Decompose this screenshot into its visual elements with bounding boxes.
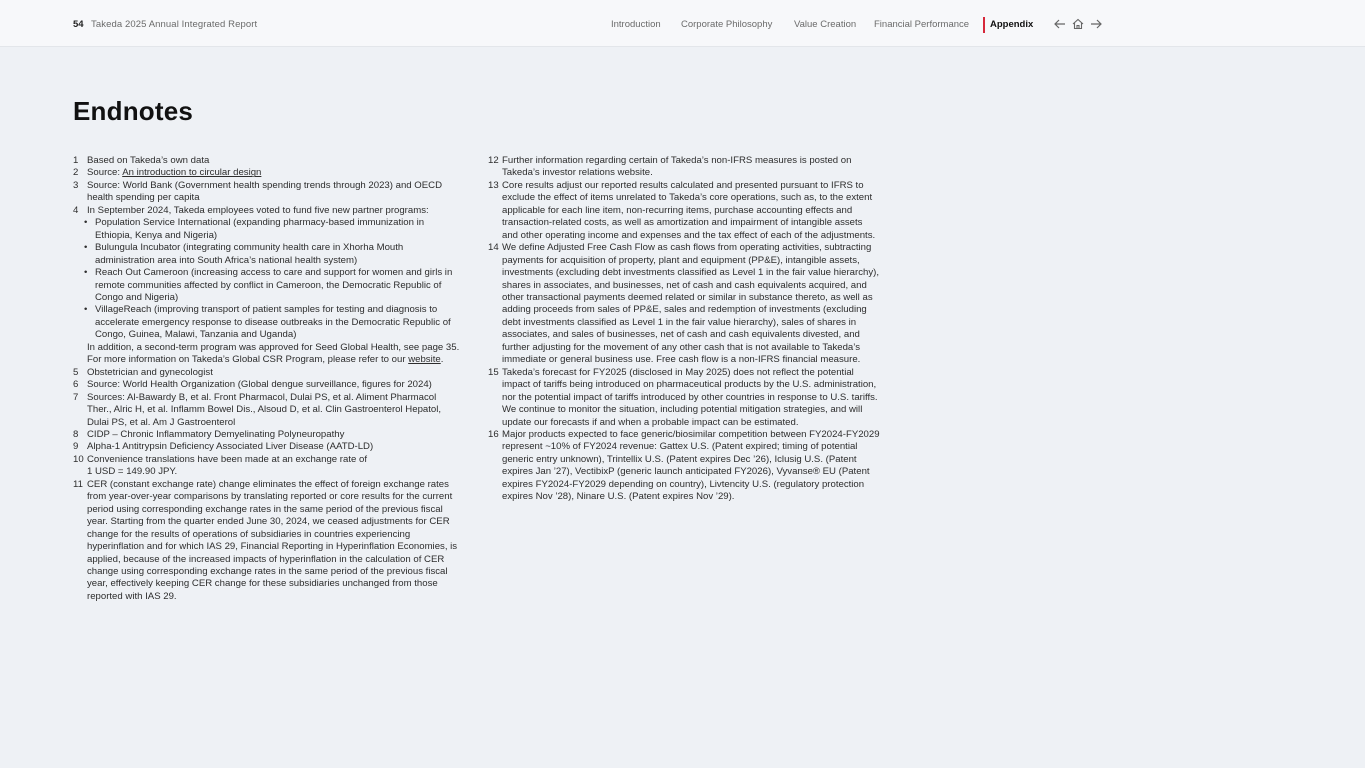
endnote-number: 4: [73, 204, 79, 216]
endnote-number: 3: [73, 179, 79, 191]
bullet-text: VillageReach (improving transport of patient samples for testing and diagnosis to accelerate emergency response to disease outbreaks in the Democratic Republic of Congo, Guinea, Malawi, Tanzania and Uganda): [95, 304, 451, 341]
endnote-text: Alpha-1 Antitrypsin Deficiency Associated Liver Disease (AATD-LD): [87, 441, 374, 453]
endnote-15: [488, 367, 880, 429]
endnote-text: Major products expected to face generic/biosimilar competition between FY2024-FY2029 represent ~10% of FY2024 revenue: Gattex U.S. (Patent expired; timing of potential generic entry unknown), Trintellix U.S. (Patent expires Dec ’26), Iclusig U.S. (Patent expires Jan ’27), VectibixP (generic launch anticipated FY2026), Vyvanse® EU (Patent expires FY2024-FY2029 depending on country), Livtencity U.S. (regulatory protection expires Nov ’28), Ninare U.S. (Patent expires Nov ’29).: [502, 428, 880, 503]
endnotes-column-right: [488, 155, 880, 504]
endnote-text: Further information regarding certain of Takeda’s non-IFRS measures is posted on Takeda’s investor relations website.: [502, 155, 852, 179]
bullet-icon: •: [84, 267, 88, 279]
arrow-right-icon[interactable]: [1089, 17, 1103, 31]
endnote-4-bullet: [73, 267, 463, 304]
endnote-number: 10: [73, 453, 84, 465]
endnote-number: 5: [73, 366, 79, 378]
bullet-text: Population Service International (expanding pharmacy-based immunization in Ethiopia, Kenya and Nigeria): [95, 217, 425, 241]
endnote-text: CER (constant exchange rate) change eliminates the effect of foreign exchange rates from year-over-year comparisons by translating reported or core results for the current period using corresponding exchange rates in the same period of the previous fiscal year. Starting from the quarter ended June 30, 2024, we ceased adjustments for CER change for the results of operations of subsidiaries in countries experiencing hyperinflation and for which IAS 29, Financial Reporting in Hyperinflation Economies, is applied, because of the increased impacts of hyperinflation in the calculation of CER change using corresponding exchange rates in the same period of the previous fiscal year, effectively keeping CER change for these subsidiaries unchanged from those reported with IAS 29.: [87, 478, 458, 602]
endnote-number: 15: [488, 366, 499, 378]
endnote-number: 9: [73, 441, 79, 453]
endnote-1: [73, 155, 463, 167]
endnote-10: [73, 454, 463, 479]
report-title: Takeda 2025 Annual Integrated Report: [91, 19, 258, 30]
endnotes-column-left: [73, 155, 463, 603]
endnote-4: [73, 205, 463, 217]
endnote-text: Sources: Al-Bawardy B, et al. Front Pharmacol, Dulai PS, et al. Aliment Pharmacol Ther., Alric H, et al. Inflamm Bowel Dis., Alsoud D, et al. Clin Gastroenterol Hepatol, Dulai PS, et al. Am J Gastroenterol: [87, 391, 442, 428]
endnote-text: Core results adjust our reported results calculated and presented pursuant to IFRS to exclude the effect of items unrelated to Takeda’s core operations, such as, to the extent applicable for each line item, non-recurring items, purchase accounting effects and transaction-related costs, as well as amortization and impairment of intangible assets and other operating income and expenses and the tax effect of each of the adjustments.: [502, 179, 876, 241]
bullet-text: Reach Out Cameroon (increasing access to care and support for women and girls in remote communities affected by conflict in Cameroon, the Democratic Republic of Congo and Nigeria): [95, 267, 453, 303]
endnote-number: 7: [73, 391, 79, 403]
endnote-text: Source:: [87, 167, 123, 179]
circular-design-link[interactable]: An introduction to circular design: [122, 167, 262, 179]
endnote-text: Convenience translations have been made at an exchange rate of: [87, 453, 368, 465]
home-icon[interactable]: [1071, 17, 1085, 31]
endnote-2: [73, 167, 463, 179]
endnote-text: In September 2024, Takeda employees voted to fund five new partner programs:: [87, 204, 429, 216]
endnote-8: [73, 429, 463, 441]
bullet-icon: •: [84, 242, 88, 254]
page-title: Endnotes: [73, 96, 194, 126]
endnote-5: [73, 367, 463, 379]
csr-website-link[interactable]: website: [408, 354, 441, 366]
endnote-9: [73, 441, 463, 453]
bullet-icon: •: [84, 217, 88, 229]
endnote-text: In addition, a second-term program was approved for Seed Global Health, see page 35. For more information on Takeda’s Global CSR Program, please refer to our: [87, 341, 460, 366]
nav-corporate-philosophy[interactable]: Corporate Philosophy: [681, 19, 773, 30]
endnote-4-bullet: [73, 304, 463, 341]
endnote-number: 14: [488, 242, 499, 254]
nav-value-creation[interactable]: Value Creation: [794, 19, 857, 30]
endnote-4-bullet: [73, 217, 463, 242]
endnote-number: 8: [73, 428, 79, 440]
endnote-12: [488, 155, 880, 180]
endnote-13: [488, 180, 880, 242]
nav-financial-performance[interactable]: Financial Performance: [874, 19, 970, 30]
endnote-7: [73, 392, 463, 429]
endnote-14: [488, 242, 880, 367]
endnote-text: Obstetrician and gynecologist: [87, 366, 213, 378]
endnote-text-line2: 1 USD = 149.90 JPY.: [87, 466, 178, 478]
endnote-text: We define Adjusted Free Cash Flow as cash flows from operating activities, subtracting payments for acquisition of property, plant and equipment (PP&E), intangible assets, investments (excluding debt investments classified as Level 1 in the fair value hierarchy), shares in associates, and businesses, net of cash and cash equivalents acquired, and other transactional payments deemed related or similar in substance thereto, as well as adding proceeds from sales of PP&E, sales and redemption of investments (excluding debt investments classified as Level 1 in the fair value hierarchy), sales of shares in associates, and sales of businesses, net of cash and cash equivalents divested, and further adjusting for the movement of any other cash that is not available to Takeda’s immediate or general business use. Free cash flow is a non-IFRS financial measure.: [502, 242, 880, 366]
endnote-11: [73, 479, 463, 604]
endnote-text: Source: World Health Organization (Global dengue surveillance, figures for 2024): [87, 379, 432, 391]
endnote-number: 1: [73, 155, 79, 166]
bullet-icon: •: [84, 304, 88, 316]
endnote-6: [73, 379, 463, 391]
endnote-4-bullet: [73, 242, 463, 267]
top-navigation-bar: [0, 0, 1365, 47]
endnote-text: CIDP – Chronic Inflammatory Demyelinating Polyneuropathy: [87, 428, 345, 440]
endnote-number: 11: [73, 478, 83, 490]
endnote-16: [488, 429, 880, 504]
endnote-3: [73, 180, 463, 205]
endnote-text: Source: World Bank (Government health spending trends through 2023) and OECD health spending per capita: [87, 179, 442, 204]
endnote-number: 13: [488, 179, 499, 191]
active-section-marker: [983, 17, 985, 33]
page-number: 54: [73, 19, 84, 30]
endnote-number: 12: [488, 155, 499, 166]
nav-appendix[interactable]: Appendix: [990, 19, 1034, 30]
endnote-text-end: .: [440, 354, 444, 366]
endnote-number: 6: [73, 379, 79, 391]
bullet-text: Bulungula Incubator (integrating community health care in Xhorha Mouth administration area into South Africa’s national health system): [95, 242, 404, 266]
endnote-number: 16: [488, 428, 499, 440]
endnote-text: Based on Takeda’s own data: [87, 155, 210, 166]
endnote-number: 2: [73, 167, 79, 179]
arrow-left-icon[interactable]: [1053, 17, 1067, 31]
endnote-text: Takeda’s forecast for FY2025 (disclosed in May 2025) does not reflect the potential impact of tariffs being introduced on pharmaceutical products by the U.S. administration, nor the potential impact of tariffs introduced by other countries in response to U.S. tariffs. We continue to monitor the situation, including potential mitigation strategies, and will update our forecasts if and when a probable impact can be estimated.: [502, 366, 878, 428]
endnote-4-continuation: [73, 342, 463, 367]
nav-introduction[interactable]: Introduction: [611, 19, 661, 30]
